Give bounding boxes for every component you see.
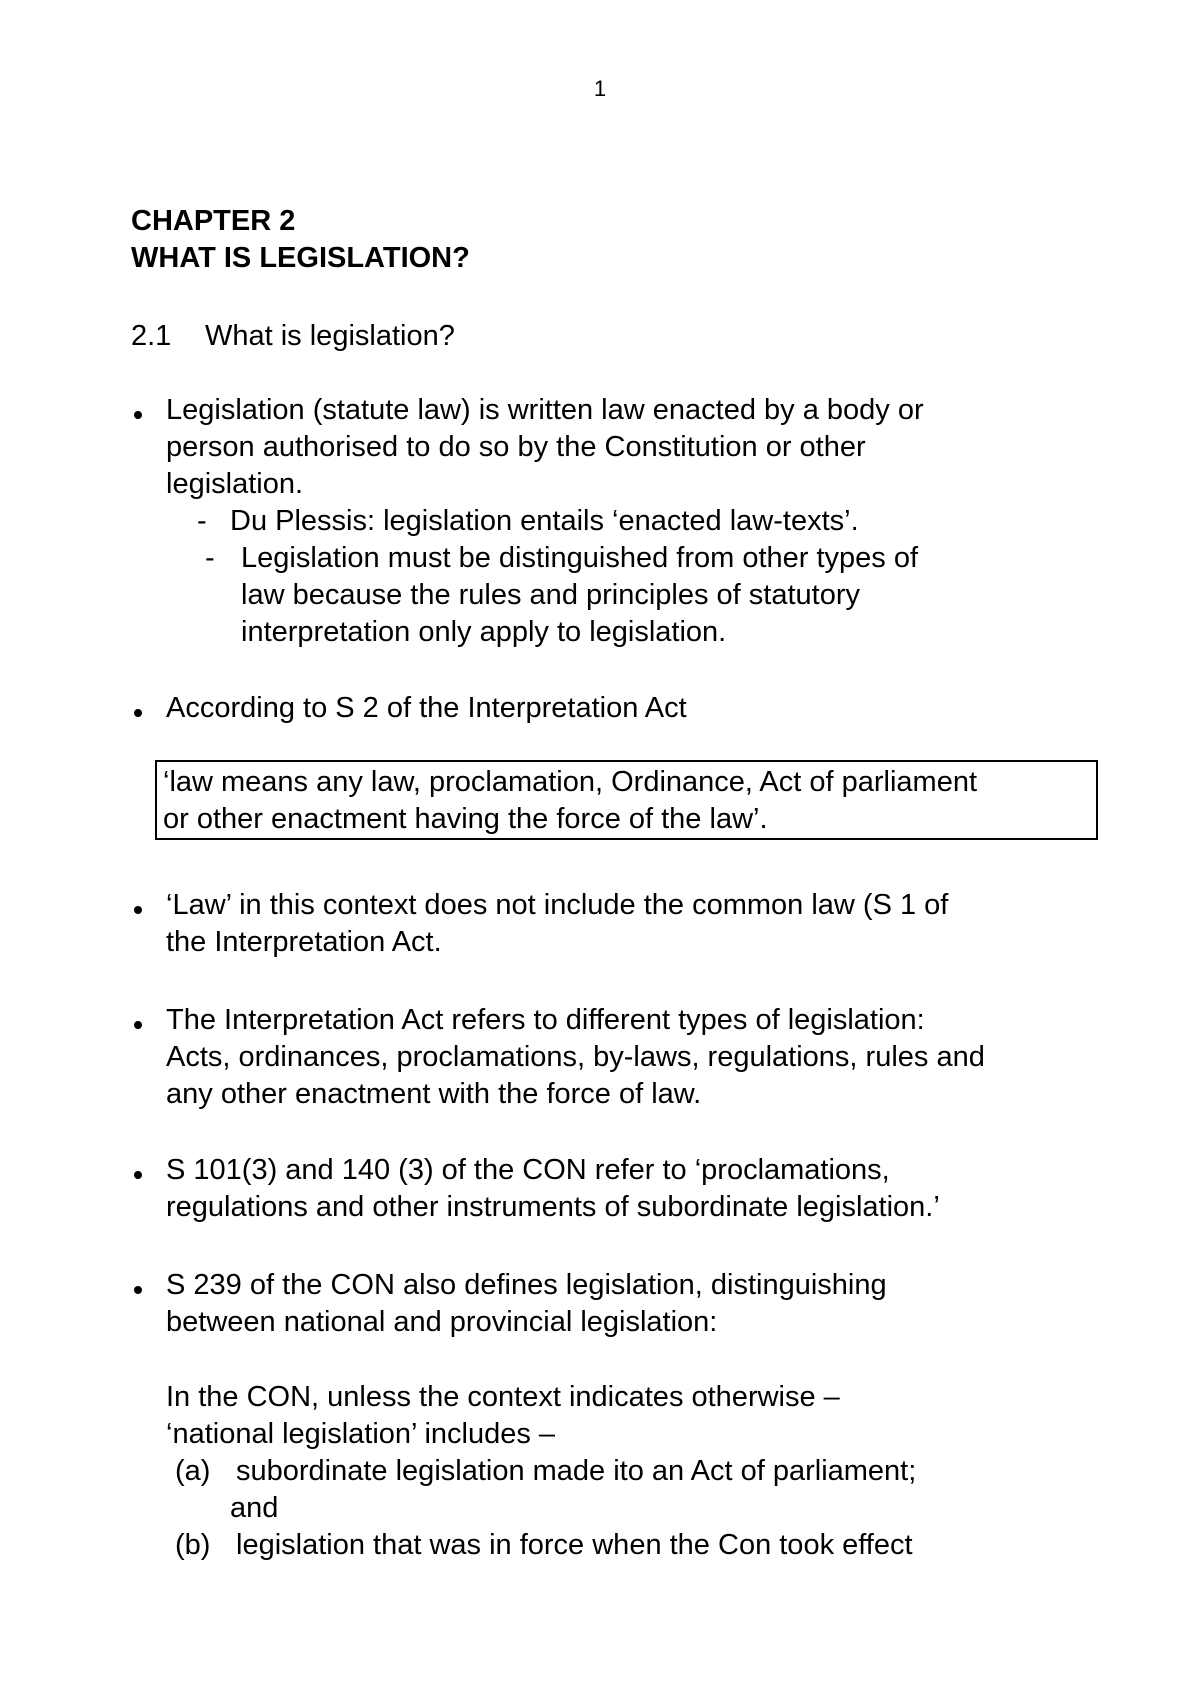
- definition-line: ‘national legislation’ includes –: [166, 1418, 556, 1450]
- bullet4-line: any other enactment with the force of law.: [166, 1078, 702, 1110]
- item-b-line: legislation that was in force when the Con took effect: [236, 1529, 913, 1561]
- bullet-icon: [131, 1286, 145, 1300]
- quote-line: or other enactment having the force of the law’.: [163, 803, 768, 835]
- bullet1-line: Legislation (statute law) is written law enacted by a body or: [166, 394, 924, 426]
- bullet5-line: regulations and other instruments of subordinate legislation.’: [166, 1191, 940, 1223]
- sub-point-line: law because the rules and principles of statutory: [241, 579, 861, 611]
- chapter-label: CHAPTER 2: [131, 205, 296, 237]
- bullet6-line: S 239 of the CON also defines legislation, distinguishing: [166, 1269, 887, 1301]
- bullet6-line: between national and provincial legislation:: [166, 1306, 718, 1338]
- page-number: 1: [593, 76, 607, 101]
- dash-marker: -: [205, 542, 215, 574]
- dash-marker: -: [197, 505, 207, 537]
- bullet-icon: [131, 411, 145, 425]
- bullet2-text: According to S 2 of the Interpretation Act: [166, 692, 687, 724]
- bullet1-line: person authorised to do so by the Constitution or other: [166, 431, 866, 463]
- quote-line: ‘law means any law, proclamation, Ordinance, Act of parliament: [163, 766, 978, 798]
- sub-point: Du Plessis: legislation entails ‘enacted law-texts’.: [230, 505, 859, 537]
- sub-point-line: Legislation must be distinguished from other types of: [241, 542, 919, 574]
- bullet3-line: ‘Law’ in this context does not include the common law (S 1 of: [166, 889, 949, 921]
- bullet4-line: Acts, ordinances, proclamations, by-laws, regulations, rules and: [166, 1041, 985, 1073]
- bullet-icon: [131, 906, 145, 920]
- item-a-label: (a): [175, 1455, 211, 1487]
- section-number: 2.1: [131, 320, 172, 352]
- bullet4-line: The Interpretation Act refers to different types of legislation:: [166, 1004, 925, 1036]
- bullet-icon: [131, 709, 145, 723]
- item-a-line: subordinate legislation made ito an Act of parliament;: [236, 1455, 917, 1487]
- bullet-icon: [131, 1171, 145, 1185]
- bullet-icon: [131, 1021, 145, 1035]
- bullet1-line: legislation.: [166, 468, 304, 500]
- chapter-title: WHAT IS LEGISLATION?: [131, 242, 470, 274]
- bullet5-line: S 101(3) and 140 (3) of the CON refer to ‘proclamations,: [166, 1154, 890, 1186]
- section-title: What is legislation?: [205, 320, 455, 352]
- definition-line: In the CON, unless the context indicates otherwise –: [166, 1381, 840, 1413]
- item-b-label: (b): [175, 1529, 211, 1561]
- bullet3-line: the Interpretation Act.: [166, 926, 442, 958]
- item-a-line: and: [230, 1492, 279, 1524]
- sub-point-line: interpretation only apply to legislation.: [241, 616, 727, 648]
